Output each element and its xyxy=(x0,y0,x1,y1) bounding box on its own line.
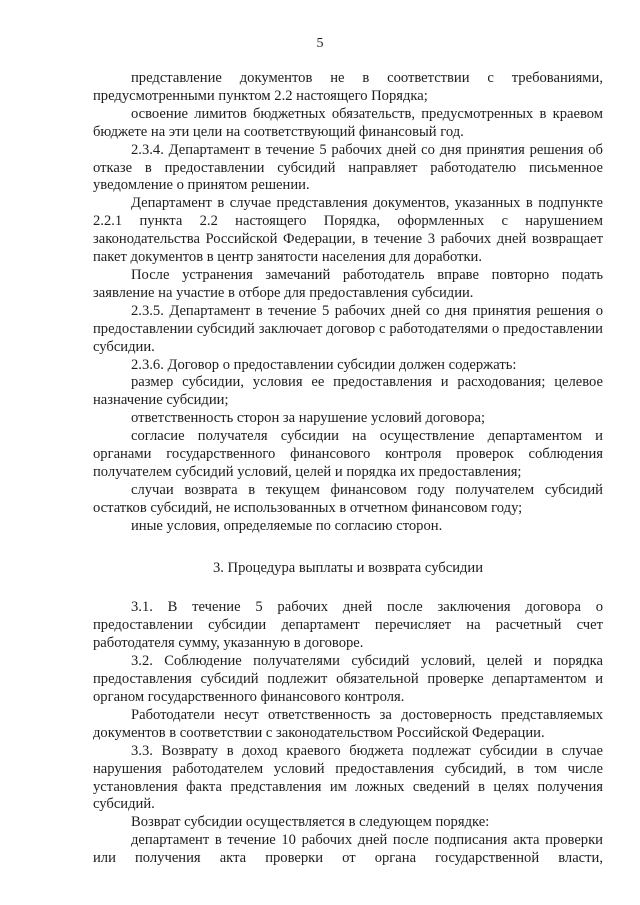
list-item: случаи возврата в текущем финансовом году получателем субсидий остатков субсидий, не использованных в отчетном финансовом году; xyxy=(93,481,603,516)
paragraph: представление документов не в соответствии с требованиями, предусмотренными пунктом 2.2 настоящего Порядка; xyxy=(93,70,603,104)
list-item: ответственность сторон за нарушение условий договора; xyxy=(131,410,486,427)
paragraph: 3.3. Возврату в доход краевого бюджета подлежат субсидии в случае нарушения работодателем условий предоставления субсидий, в том числе установления факта представления им ложных сведений в целях получения субсидий. xyxy=(93,742,603,813)
paragraph: 3.2. Соблюдение получателями субсидий условий, целей и порядка предоставления субсидий подлежит обязательной проверке департаментом и органом государственного финансового контроля. xyxy=(93,653,603,705)
section-title: 3. Процедура выплаты и возврата субсидии xyxy=(212,559,484,576)
paragraph: 2.3.5. Департамент в течение 5 рабочих дней со дня принятия решения о предоставлении субсидий заключает договор с работодателями о предоставлении субсидии. xyxy=(93,302,603,355)
paragraph: 2.3.6. Договор о предоставлении субсидии должен содержать: xyxy=(131,356,517,373)
paragraph: 2.3.4. Департамент в течение 5 рабочих дней со дня принятия решения об отказе в предоставлении субсидий направляет работодателю письменное уведомление о принятом решении. xyxy=(93,141,603,194)
paragraph: Департамент в случае представления документов, указанных в подпункте 2.2.1 пункта 2.2 настоящего Порядка, оформленных с нарушением законодательства Российской Федерации, в течение 3 рабочих дней возвращает пакет документов в центр занятости населения для доработки. xyxy=(93,195,603,266)
list-item: иные условия, определяемые по согласию сторон. xyxy=(131,517,443,534)
list-item: согласие получателя субсидии на осуществление департаментом и органами государственного финансового контроля проверок соблюдения получателем субсидий условий, целей и порядка их предоставления; xyxy=(93,428,603,480)
paragraph: После устранения замечаний работодатель вправе повторно подать заявление на участие в отборе для предоставления субсидии. xyxy=(93,266,603,301)
paragraph: департамент в течение 10 рабочих дней после подписания акта проверки или получения акта проверки от органа государственной власти, xyxy=(93,832,603,867)
paragraph: 3.1. В течение 5 рабочих дней после заключения договора о предоставлении субсидии департамент перечисляет на расчетный счет работодателя сумму, указанную в договоре. xyxy=(93,599,603,652)
paragraph: Возврат субсидии осуществляется в следующем порядке: xyxy=(131,814,490,831)
list-item: размер субсидии, условия ее предоставления и расходования; целевое назначение субсидии; xyxy=(93,374,603,409)
paragraph: Работодатели несут ответственность за достоверность представляемых документов в соответствии с законодательством Российской Федерации. xyxy=(93,706,603,741)
page-number: 5 xyxy=(316,36,324,51)
document-body xyxy=(93,70,603,868)
paragraph: освоение лимитов бюджетных обязательств, предусмотренных в краевом бюджете на эти цели на соответствующий финансовый год. xyxy=(93,105,603,140)
